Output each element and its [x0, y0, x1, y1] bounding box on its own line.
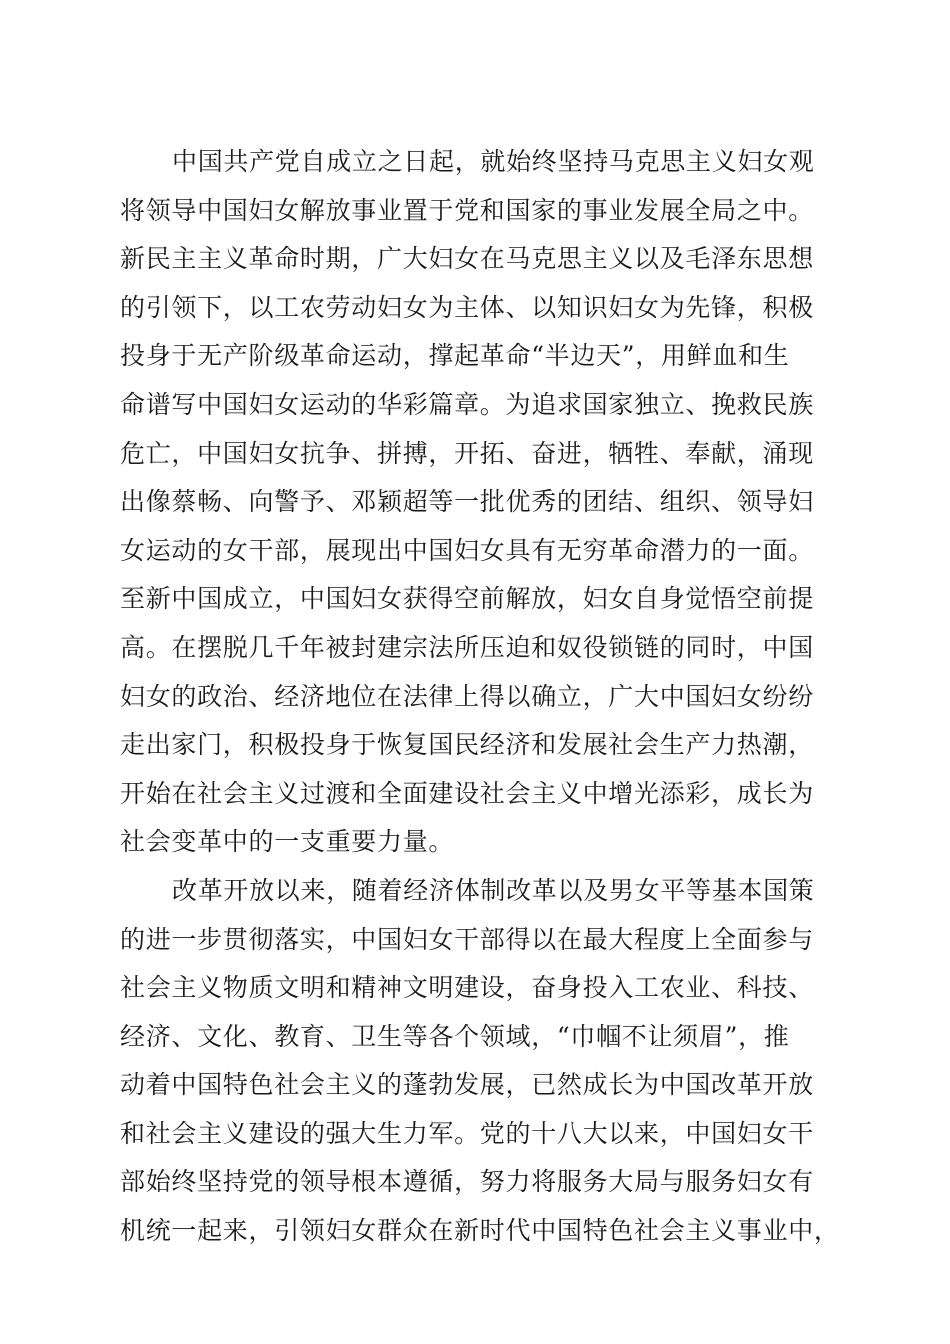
paragraph-line: 将领导中国妇女解放事业置于党和国家的事业发展全局之中。	[120, 195, 814, 225]
paragraph-line: 社会变革中的一支重要力量。	[120, 827, 455, 857]
paragraph-line: 改革开放以来，随着经济体制改革以及男女平等基本国策	[172, 875, 815, 905]
paragraph-line: 部始终坚持党的领导根本遵循，努力将服务大局与服务妇女有	[120, 1167, 814, 1197]
paragraph-line: 投身于无产阶级革命运动，撑起革命“半边天”，用鲜血和生	[120, 341, 790, 371]
paragraph-line: 至新中国成立，中国妇女获得空前解放，妇女自身觉悟空前提	[120, 584, 814, 614]
paragraph-line: 的引领下，以工农劳动妇女为主体、以知识妇女为先锋，积极	[120, 292, 814, 322]
paragraph-line: 社会主义物质文明和精神文明建设，奋身投入工农业、科技、	[120, 973, 814, 1003]
paragraph-line: 高。在摆脱几千年被封建宗法所压迫和奴役锁链的同时，中国	[120, 632, 814, 662]
paragraph-line: 经济、文化、教育、卫生等各个领域，“巾帼不让须眉”，推	[120, 1021, 790, 1051]
paragraph-line: 妇女的政治、经济地位在法律上得以确立，广大中国妇女纷纷	[120, 681, 814, 711]
paragraph-line: 出像蔡畅、向警予、邓颖超等一批优秀的团结、组织、领导妇	[120, 487, 814, 517]
paragraph-line: 的进一步贯彻落实，中国妇女干部得以在最大程度上全面参与	[120, 924, 814, 954]
paragraph-line: 女运动的女干部，展现出中国妇女具有无穷革命潜力的一面。	[120, 535, 814, 565]
paragraph-2	[120, 867, 840, 1256]
paragraph-line: 命谱写中国妇女运动的华彩篇章。为追求国家独立、挽救民族	[120, 389, 814, 419]
paragraph-line: 危亡，中国妇女抗争、拼搏，开拓、奋进，牺牲、奉献，涌现	[120, 438, 814, 468]
paragraph-1	[120, 138, 832, 867]
paragraph-line: 和社会主义建设的强大生力军。党的十八大以来，中国妇女干	[120, 1118, 814, 1148]
paragraph-line: 动着中国特色社会主义的蓬勃发展，已然成长为中国改革开放	[120, 1070, 814, 1100]
paragraph-line: 开始在社会主义过渡和全面建设社会主义中增光添彩，成长为	[120, 778, 814, 808]
paragraph-line: 中国共产党自成立之日起，就始终坚持马克思主义妇女观	[172, 147, 815, 176]
body-text	[120, 138, 840, 1256]
paragraph-line: 走出家门，积极投身于恢复国民经济和发展社会生产力热潮，	[120, 730, 814, 760]
paragraph-line: 新民主主义革命时期，广大妇女在马克思主义以及毛泽东思想	[120, 244, 814, 274]
paragraph-line: 机统一起来，引领妇女群众在新时代中国特色社会主义事业中，	[120, 1216, 840, 1246]
